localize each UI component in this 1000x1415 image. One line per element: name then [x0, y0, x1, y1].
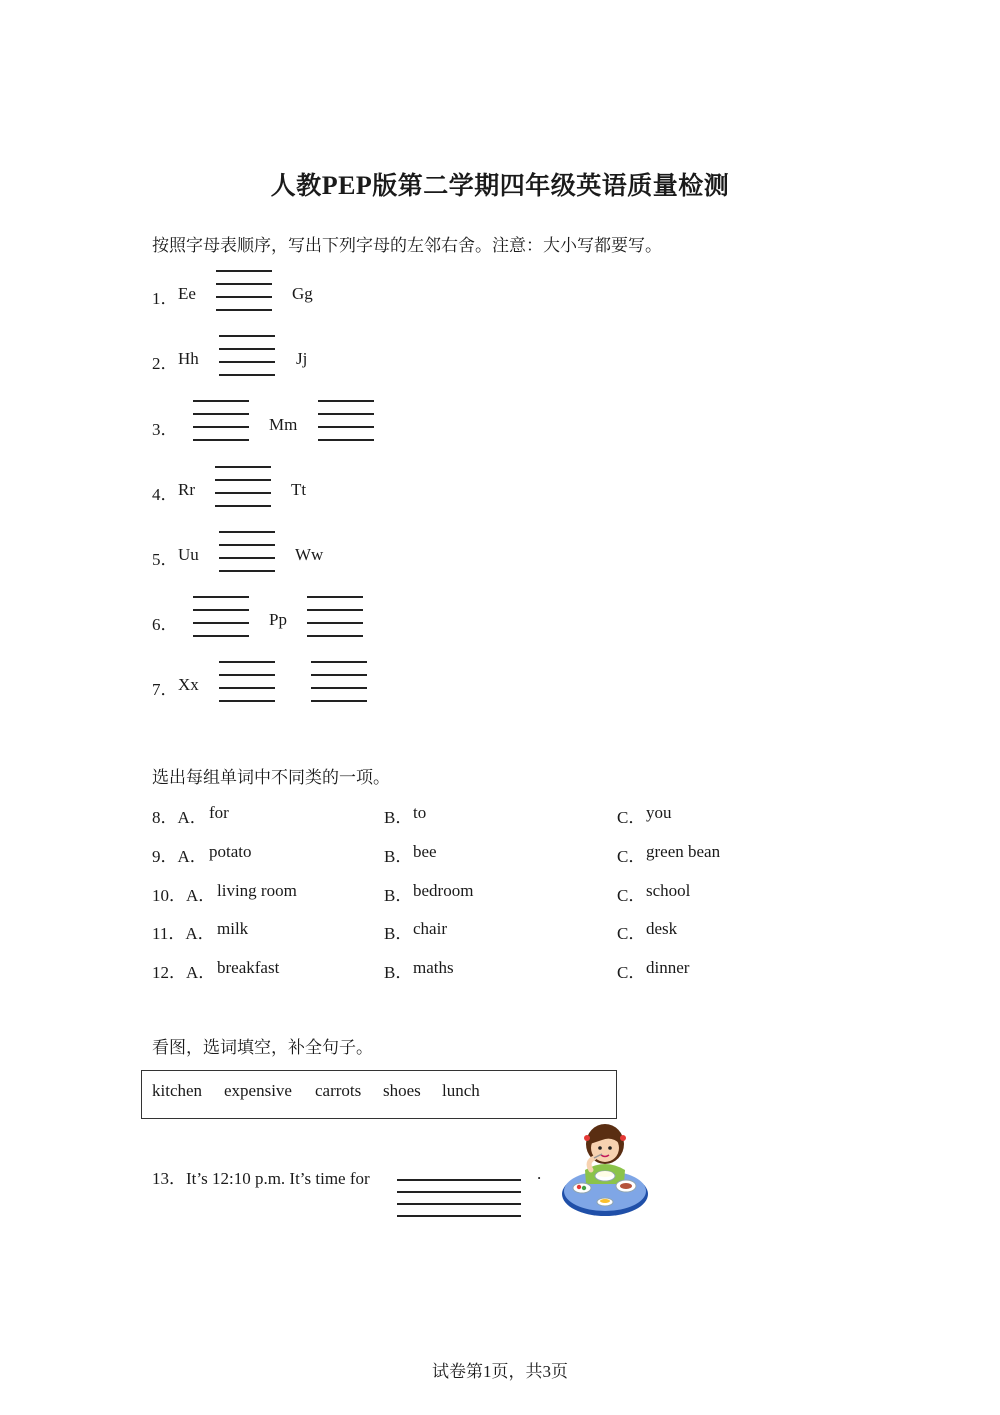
q9-b-prefix: B．	[384, 847, 413, 866]
q9-option-c[interactable]: green bean	[646, 842, 721, 861]
q13-answer-blank[interactable]	[397, 1179, 521, 1219]
word-bank-box	[141, 1070, 617, 1119]
q12-option-b[interactable]: maths	[413, 958, 454, 977]
q12-number: 12．A．	[152, 963, 216, 982]
section2-instruction: 选出每组单词中不同类的一项。	[152, 768, 390, 788]
q9-option-a[interactable]: potato	[209, 842, 252, 861]
page-title	[0, 166, 1000, 202]
q8-option-c[interactable]: you	[646, 803, 672, 822]
girl-eating-lunch-illustration	[558, 1118, 652, 1220]
item-1-number: 1．	[152, 289, 178, 308]
q8-c-prefix: C．	[617, 808, 646, 827]
item-4-right-letter: Tt	[291, 480, 307, 499]
item-6-left-blank[interactable]	[193, 596, 249, 638]
item-4-number: 4．	[152, 485, 178, 504]
item-4-blank[interactable]	[215, 466, 271, 508]
q9-option-b[interactable]: bee	[413, 842, 437, 861]
item-5-number: 5．	[152, 550, 178, 569]
title-part-2: PEP	[321, 171, 373, 200]
q11-c-prefix: C．	[617, 924, 646, 943]
q10-option-b[interactable]: bedroom	[413, 881, 474, 900]
item-2-blank[interactable]	[219, 335, 275, 377]
item-2-left-letter: Hh	[178, 349, 199, 368]
item-2-right-letter: Jj	[296, 349, 308, 368]
q10-option-c[interactable]: school	[646, 881, 691, 900]
word-bank-item: kitchen	[152, 1081, 203, 1100]
q8-option-a[interactable]: for	[209, 803, 229, 822]
title-part-3: 版第二学期四年级英语质量检测	[372, 171, 730, 200]
word-bank-item: lunch	[442, 1081, 480, 1100]
section1-instruction: 按照字母表顺序，写出下列字母的左邻右舍。注意：大小写都要写。	[152, 236, 662, 256]
item-1-left-letter: Ee	[178, 284, 196, 303]
item-3-right-blank[interactable]	[318, 400, 374, 442]
q10-option-a[interactable]: living room	[217, 881, 297, 900]
q9-number: 9．A．	[152, 847, 207, 866]
item-3-middle-letter: Mm	[269, 415, 298, 434]
q8-option-b[interactable]: to	[413, 803, 427, 822]
item-7-first-blank[interactable]	[219, 661, 275, 703]
item-5-right-letter: Ww	[295, 545, 324, 564]
item-2-number: 2．	[152, 354, 178, 373]
item-5-left-letter: Uu	[178, 545, 199, 564]
q10-number: 10．A．	[152, 886, 216, 905]
q12-option-a[interactable]: breakfast	[217, 958, 280, 977]
item-7-left-letter: Xx	[178, 675, 199, 694]
item-3-number: 3．	[152, 420, 178, 439]
item-6-middle-letter: Pp	[269, 610, 287, 629]
item-7-second-blank[interactable]	[311, 661, 367, 703]
q10-c-prefix: C．	[617, 886, 646, 905]
q11-b-prefix: B．	[384, 924, 413, 943]
q12-option-c[interactable]: dinner	[646, 958, 690, 977]
item-1-blank[interactable]	[216, 270, 272, 312]
item-4-left-letter: Rr	[178, 480, 195, 499]
q13-period: .	[537, 1164, 542, 1183]
word-bank-item: shoes	[383, 1081, 421, 1100]
word-bank-item: expensive	[224, 1081, 292, 1100]
q11-number: 11．A．	[152, 924, 215, 943]
section3-instruction: 看图，选词填空，补全句子。	[152, 1038, 373, 1058]
q8-number: 8．A．	[152, 808, 207, 827]
q12-c-prefix: C．	[617, 963, 646, 982]
word-bank-item: carrots	[315, 1081, 362, 1100]
q13-text: 13．It’s 12:10 p.m. It’s time for	[152, 1169, 370, 1188]
item-5-blank[interactable]	[219, 531, 275, 573]
q8-b-prefix: B．	[384, 808, 413, 827]
item-1-right-letter: Gg	[292, 284, 313, 303]
q9-c-prefix: C．	[617, 847, 646, 866]
item-7-number: 7．	[152, 680, 178, 699]
q12-b-prefix: B．	[384, 963, 413, 982]
item-6-right-blank[interactable]	[307, 596, 363, 638]
q11-option-c[interactable]: desk	[646, 919, 678, 938]
title-part-1: 人教	[270, 171, 322, 200]
item-3-left-blank[interactable]	[193, 400, 249, 442]
q11-option-a[interactable]: milk	[217, 919, 249, 938]
q11-option-b[interactable]: chair	[413, 919, 447, 938]
page-footer: 试卷第1页，共3页	[432, 1362, 568, 1381]
q10-b-prefix: B．	[384, 886, 413, 905]
item-6-number: 6．	[152, 615, 178, 634]
